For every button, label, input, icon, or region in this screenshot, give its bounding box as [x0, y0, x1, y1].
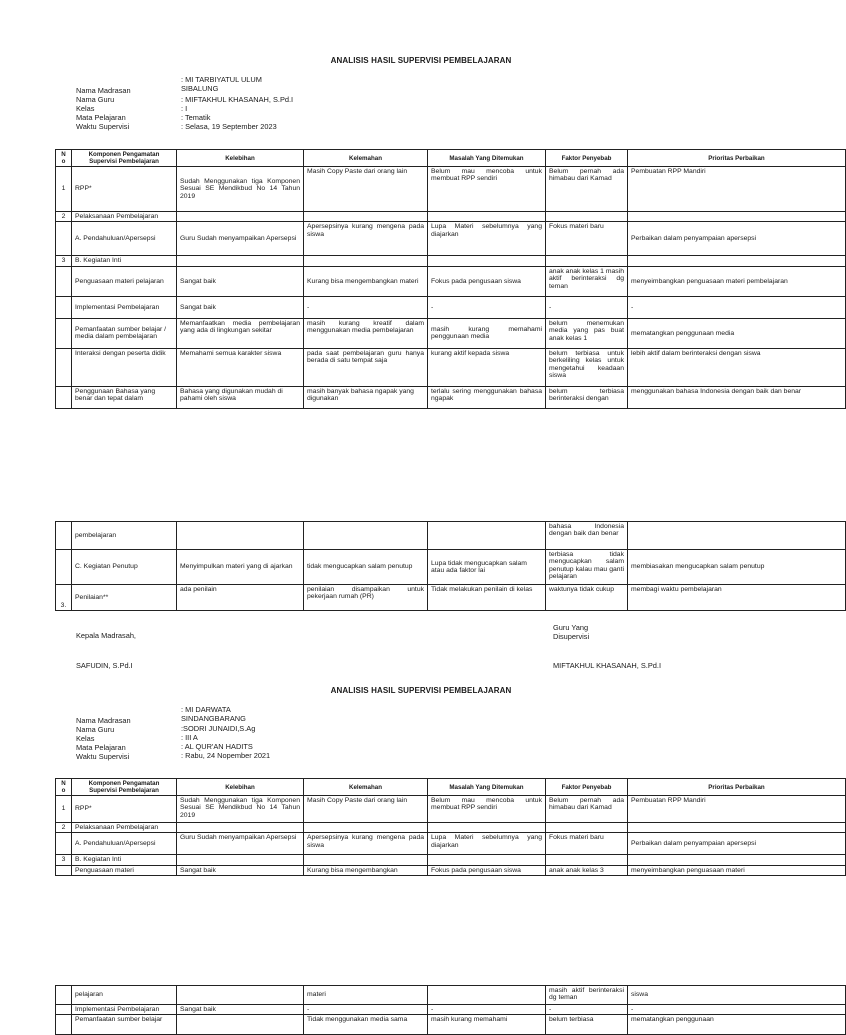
madrasah-value: : MI DARWATA: [181, 705, 231, 714]
madrasah-value: : MI TARBIYATUL ULUM: [181, 75, 262, 84]
cell-kelebihan: Bahasa yang digunakan mudah di pahami oleh siswa: [177, 386, 304, 408]
cell-masalah: Lupa Materi sebelumnya yang diajarkan: [428, 222, 546, 256]
cell-faktor: Belum pernah ada himabau dari Kamad: [546, 796, 628, 823]
cell-no: 2: [56, 823, 72, 833]
cell-komponen: pembelajaran: [72, 522, 177, 550]
cell-prioritas: menyeimbangkan penguasaan materi: [628, 865, 846, 875]
cell-komponen: RPP*: [72, 796, 177, 823]
cell-prioritas: mematangkan penggunaan: [628, 1015, 846, 1035]
cell-kelemahan: Apersepsinya kurang mengena pada siswa: [304, 222, 428, 256]
value-guru: :SODRI JUNAIDI,S.Ag: [181, 724, 256, 733]
cell-faktor: anak anak kelas 3: [546, 865, 628, 875]
signature-kepala-name: SAFUDIN, S.Pd.I: [76, 661, 133, 670]
madrasah-value-2: SIBALUNG: [181, 84, 219, 93]
cell-faktor: masih aktif berinteraksi dg teman: [546, 986, 628, 1005]
cell-no: 3: [56, 855, 72, 865]
label-waktu: Waktu Supervisi: [76, 752, 130, 761]
cell-no: 1: [56, 796, 72, 823]
cell-kelemahan: Kurang bisa mengembangkan: [304, 865, 428, 875]
label-guru: Nama Guru: [76, 95, 115, 104]
cell-kelebihan: Guru Sudah menyampaikan Apersepsi: [177, 833, 304, 855]
header-masalah: Masalah Yang Ditemukan: [428, 150, 546, 167]
header-faktor: Faktor Penyebab: [546, 150, 628, 167]
cell-masalah: Belum mau mencoba untuk membuat RPP sendiri: [428, 167, 546, 212]
madrasah-value-2: SINDANGBARANG: [181, 714, 246, 723]
doc2-title: ANALISIS HASIL SUPERVISI PEMBELAJARAN: [330, 686, 512, 695]
table-row: [56, 986, 846, 1005]
table-row: [56, 212, 846, 222]
table-row: [56, 222, 846, 256]
signature-guru-title-1: Guru Yang: [553, 623, 589, 632]
doc1-table-continued: [55, 521, 846, 611]
doc2-table: [55, 778, 846, 876]
table-row: [56, 386, 846, 408]
cell-komponen: Penggunaan Bahasa yang benar dan tepat dalam: [72, 386, 177, 408]
cell-kelemahan: pada saat pembelajaran guru hanya berada di satu tempat saja: [304, 348, 428, 386]
table-row: [56, 1005, 846, 1015]
cell-kelemahan: Apersepsinya kurang mengena pada siswa: [304, 833, 428, 855]
cell-kelemahan: -: [304, 1005, 428, 1015]
cell-kelebihan: Menyimpulkan materi yang di ajarkan: [177, 550, 304, 585]
cell-kelemahan: Masih Copy Paste dari orang lain: [304, 167, 428, 212]
table-row: [56, 823, 846, 833]
cell-faktor: belum menemukan media yang pas buat anak kelas 1: [546, 318, 628, 348]
cell-masalah: Fokus pada pengusaan siswa: [428, 266, 546, 296]
cell-masalah: Belum mau mencoba untuk membuat RPP sendiri: [428, 796, 546, 823]
header-no: N o: [56, 150, 72, 167]
table-row: [56, 296, 846, 318]
table-row: [56, 865, 846, 875]
label-mapel: Mata Pelajaran: [76, 743, 126, 752]
cell-prioritas: Perbaikan dalam penyampaian apersepsi: [628, 833, 846, 855]
table-row: [56, 796, 846, 823]
value-kelas: : III A: [181, 733, 198, 742]
signature-guru-name: MIFTAKHUL KHASANAH, S.Pd.I: [553, 661, 662, 670]
signature-guru-title-2: Disupervisi: [553, 632, 590, 641]
cell-kelebihan: Sangat baik: [177, 296, 304, 318]
value-mapel: : AL QUR'AN HADITS: [181, 742, 253, 751]
cell-masalah: Lupa Materi sebelumnya yang diajarkan: [428, 833, 546, 855]
value-waktu: : Selasa, 19 September 2023: [181, 122, 277, 131]
cell-kelebihan: Sangat baik: [177, 1005, 304, 1015]
cell-prioritas: Pembuatan RPP Mandiri: [628, 167, 846, 212]
cell-faktor: belum terbiasa untuk berkeliling kelas untuk mengetahui keadaan siswa: [546, 348, 628, 386]
cell-komponen: Interaksi dengan peserta didik: [72, 348, 177, 386]
header-masalah: Masalah Yang Ditemukan: [428, 779, 546, 796]
table-header-row: [56, 150, 846, 167]
label-waktu: Waktu Supervisi: [76, 122, 130, 131]
cell-kelemahan: masih kurang kreatif dalam menggunakan media pembelajaran: [304, 318, 428, 348]
cell-faktor: -: [546, 1005, 628, 1015]
cell-kelemahan: materi: [304, 986, 428, 1005]
cell-no: 3.: [56, 585, 72, 611]
cell-masalah: terlalu sering menggunakan bahasa ngapak: [428, 386, 546, 408]
table-row: [56, 1015, 846, 1035]
cell-komponen: Penguasaan materi: [72, 865, 177, 875]
cell-faktor: belum terbiasa: [546, 1015, 628, 1035]
table-row: [56, 348, 846, 386]
cell-komponen: Implementasi Pembelajaran: [72, 1005, 177, 1015]
cell-prioritas: menggunakan bahasa Indonesia dengan baik dan benar: [628, 386, 846, 408]
cell-faktor: bahasa Indonesia dengan baik dan benar: [546, 522, 628, 550]
header-komponen: Komponen Pengamatan Supervisi Pembelajaran: [72, 779, 177, 796]
cell-kelemahan: tidak mengucapkan salam penutup: [304, 550, 428, 585]
table-row: [56, 855, 846, 865]
cell-komponen: C. Kegiatan Penutup: [72, 550, 177, 585]
header-kelemahan: Kelemahan: [304, 779, 428, 796]
cell-prioritas: mematangkan penggunaan media: [628, 318, 846, 348]
cell-faktor: anak anak kelas 1 masih aktif berinteraksi dg teman: [546, 266, 628, 296]
cell-kelemahan: Masih Copy Paste dari orang lain: [304, 796, 428, 823]
doc2-table-continued: [55, 985, 846, 1035]
cell-kelebihan: Sangat baik: [177, 865, 304, 875]
label-kelas: Kelas: [76, 734, 95, 743]
label-guru: Nama Guru: [76, 725, 115, 734]
cell-komponen: Penguasaan materi pelajaran: [72, 266, 177, 296]
cell-faktor: belum terbiasa berinteraksi dengan: [546, 386, 628, 408]
cell-kelebihan: Guru Sudah menyampaikan Apersepsi: [177, 222, 304, 256]
cell-kelebihan: Sudah Menggunakan tiga Komponen Sesuai SE Mendikbud No 14 Tahun 2019: [177, 167, 304, 212]
cell-prioritas: menyeimbangkan penguasaan materi pembelajaran: [628, 266, 846, 296]
cell-masalah: masih kurang memahami: [428, 1015, 546, 1035]
doc1-title: ANALISIS HASIL SUPERVISI PEMBELAJARAN: [330, 56, 512, 65]
table-row: [56, 833, 846, 855]
cell-prioritas: lebih aktif dalam berinteraksi dengan siswa: [628, 348, 846, 386]
cell-prioritas: Pembuatan RPP Mandiri: [628, 796, 846, 823]
label-kelas: Kelas: [76, 104, 95, 113]
label-madrasah: Nama Madrasan: [76, 716, 131, 725]
cell-komponen: A. Pendahuluan/Apersepsi: [72, 222, 177, 256]
cell-komponen: B. Kegiatan Inti: [72, 256, 177, 266]
cell-masalah: -: [428, 296, 546, 318]
cell-komponen: Pemanfaatan sumber belajar / media dalam pembelajaran: [72, 318, 177, 348]
cell-komponen: Pelaksanaan Pembelajaran: [72, 823, 177, 833]
table-row: [56, 522, 846, 550]
cell-kelebihan: Memahami semua karakter siswa: [177, 348, 304, 386]
header-prioritas: Prioritas Perbaikan: [628, 150, 846, 167]
value-mapel: : Tematik: [181, 113, 211, 122]
cell-faktor: waktunya tidak cukup: [546, 585, 628, 611]
cell-prioritas: Perbaikan dalam penyampaian apersepsi: [628, 222, 846, 256]
table-row: [56, 266, 846, 296]
cell-masalah: Lupa tidak mengucapkan salam atau ada faktor lai: [428, 550, 546, 585]
cell-komponen: B. Kegiatan Inti: [72, 855, 177, 865]
cell-no: 2: [56, 212, 72, 222]
cell-kelemahan: masih banyak bahasa ngapak yang digunakan: [304, 386, 428, 408]
cell-kelebihan: ada penilain: [177, 585, 304, 611]
cell-komponen: Pelaksanaan Pembelajaran: [72, 212, 177, 222]
cell-kelemahan: Tidak menggunakan media sama: [304, 1015, 428, 1035]
value-waktu: : Rabu, 24 Nopember 2021: [181, 751, 271, 760]
header-faktor: Faktor Penyebab: [546, 779, 628, 796]
cell-faktor: -: [546, 296, 628, 318]
table-row: [56, 167, 846, 212]
cell-faktor: Belum pernah ada himabau dari Kamad: [546, 167, 628, 212]
cell-komponen: pelajaran: [72, 986, 177, 1005]
table-row: [56, 256, 846, 266]
cell-masalah: Tidak melakukan penilain di kelas: [428, 585, 546, 611]
cell-kelemahan: penilaian disampaikan untuk pekerjaan rumah (PR): [304, 585, 428, 611]
value-guru: : MIFTAKHUL KHASANAH, S.Pd.I: [181, 95, 294, 104]
cell-prioritas: -: [628, 296, 846, 318]
header-kelemahan: Kelemahan: [304, 150, 428, 167]
table-row: [56, 585, 846, 611]
header-komponen: Komponen Pengamatan Supervisi Pembelajaran: [72, 150, 177, 167]
header-no: N o: [56, 779, 72, 796]
cell-kelemahan: -: [304, 296, 428, 318]
cell-prioritas: siswa: [628, 986, 846, 1005]
cell-masalah: masih kurang memahami penggunaan media: [428, 318, 546, 348]
cell-masalah: Fokus pada pengusaan siswa: [428, 865, 546, 875]
cell-prioritas: membiasakan mengucapkan salam penutup: [628, 550, 846, 585]
cell-kelebihan: Memanfaatkan media pembelajaran yang ada di lingkungan sekitar: [177, 318, 304, 348]
table-row: [56, 550, 846, 585]
label-mapel: Mata Pelajaran: [76, 113, 126, 122]
cell-kelemahan: Kurang bisa mengembangkan materi: [304, 266, 428, 296]
label-madrasah: Nama Madrasan: [76, 86, 131, 95]
table-header-row: [56, 779, 846, 796]
cell-komponen: A. Pendahuluan/Apersepsi: [72, 833, 177, 855]
cell-kelebihan: Sangat baik: [177, 266, 304, 296]
doc1-table: [55, 149, 846, 409]
cell-komponen: Pemanfaatan sumber belajar: [72, 1015, 177, 1035]
cell-prioritas: -: [628, 1005, 846, 1015]
cell-komponen: Implementasi Pembelajaran: [72, 296, 177, 318]
cell-faktor: terbiasa tidak mengucapkan salam penutup kalau mau ganti pelajaran: [546, 550, 628, 585]
cell-kelebihan: Sudah Menggunakan tiga Komponen Sesuai SE Mendikbud No 14 Tahun 2019: [177, 796, 304, 823]
cell-masalah: kurang aktif kepada siswa: [428, 348, 546, 386]
value-kelas: : I: [181, 104, 188, 113]
table-row: [56, 318, 846, 348]
cell-komponen: Penilaian**: [72, 585, 177, 611]
signature-kepala-title: Kepala Madrasah,: [76, 631, 136, 640]
header-prioritas: Prioritas Perbaikan: [628, 779, 846, 796]
header-kelebihan: Kelebihan: [177, 779, 304, 796]
cell-prioritas: membagi waktu pembelajaran: [628, 585, 846, 611]
header-kelebihan: Kelebihan: [177, 150, 304, 167]
cell-faktor: Fokus materi baru: [546, 222, 628, 256]
cell-faktor: Fokus materi baru: [546, 833, 628, 855]
cell-komponen: RPP*: [72, 167, 177, 212]
cell-no: 1: [56, 167, 72, 212]
cell-masalah: -: [428, 1005, 546, 1015]
cell-no: 3: [56, 256, 72, 266]
